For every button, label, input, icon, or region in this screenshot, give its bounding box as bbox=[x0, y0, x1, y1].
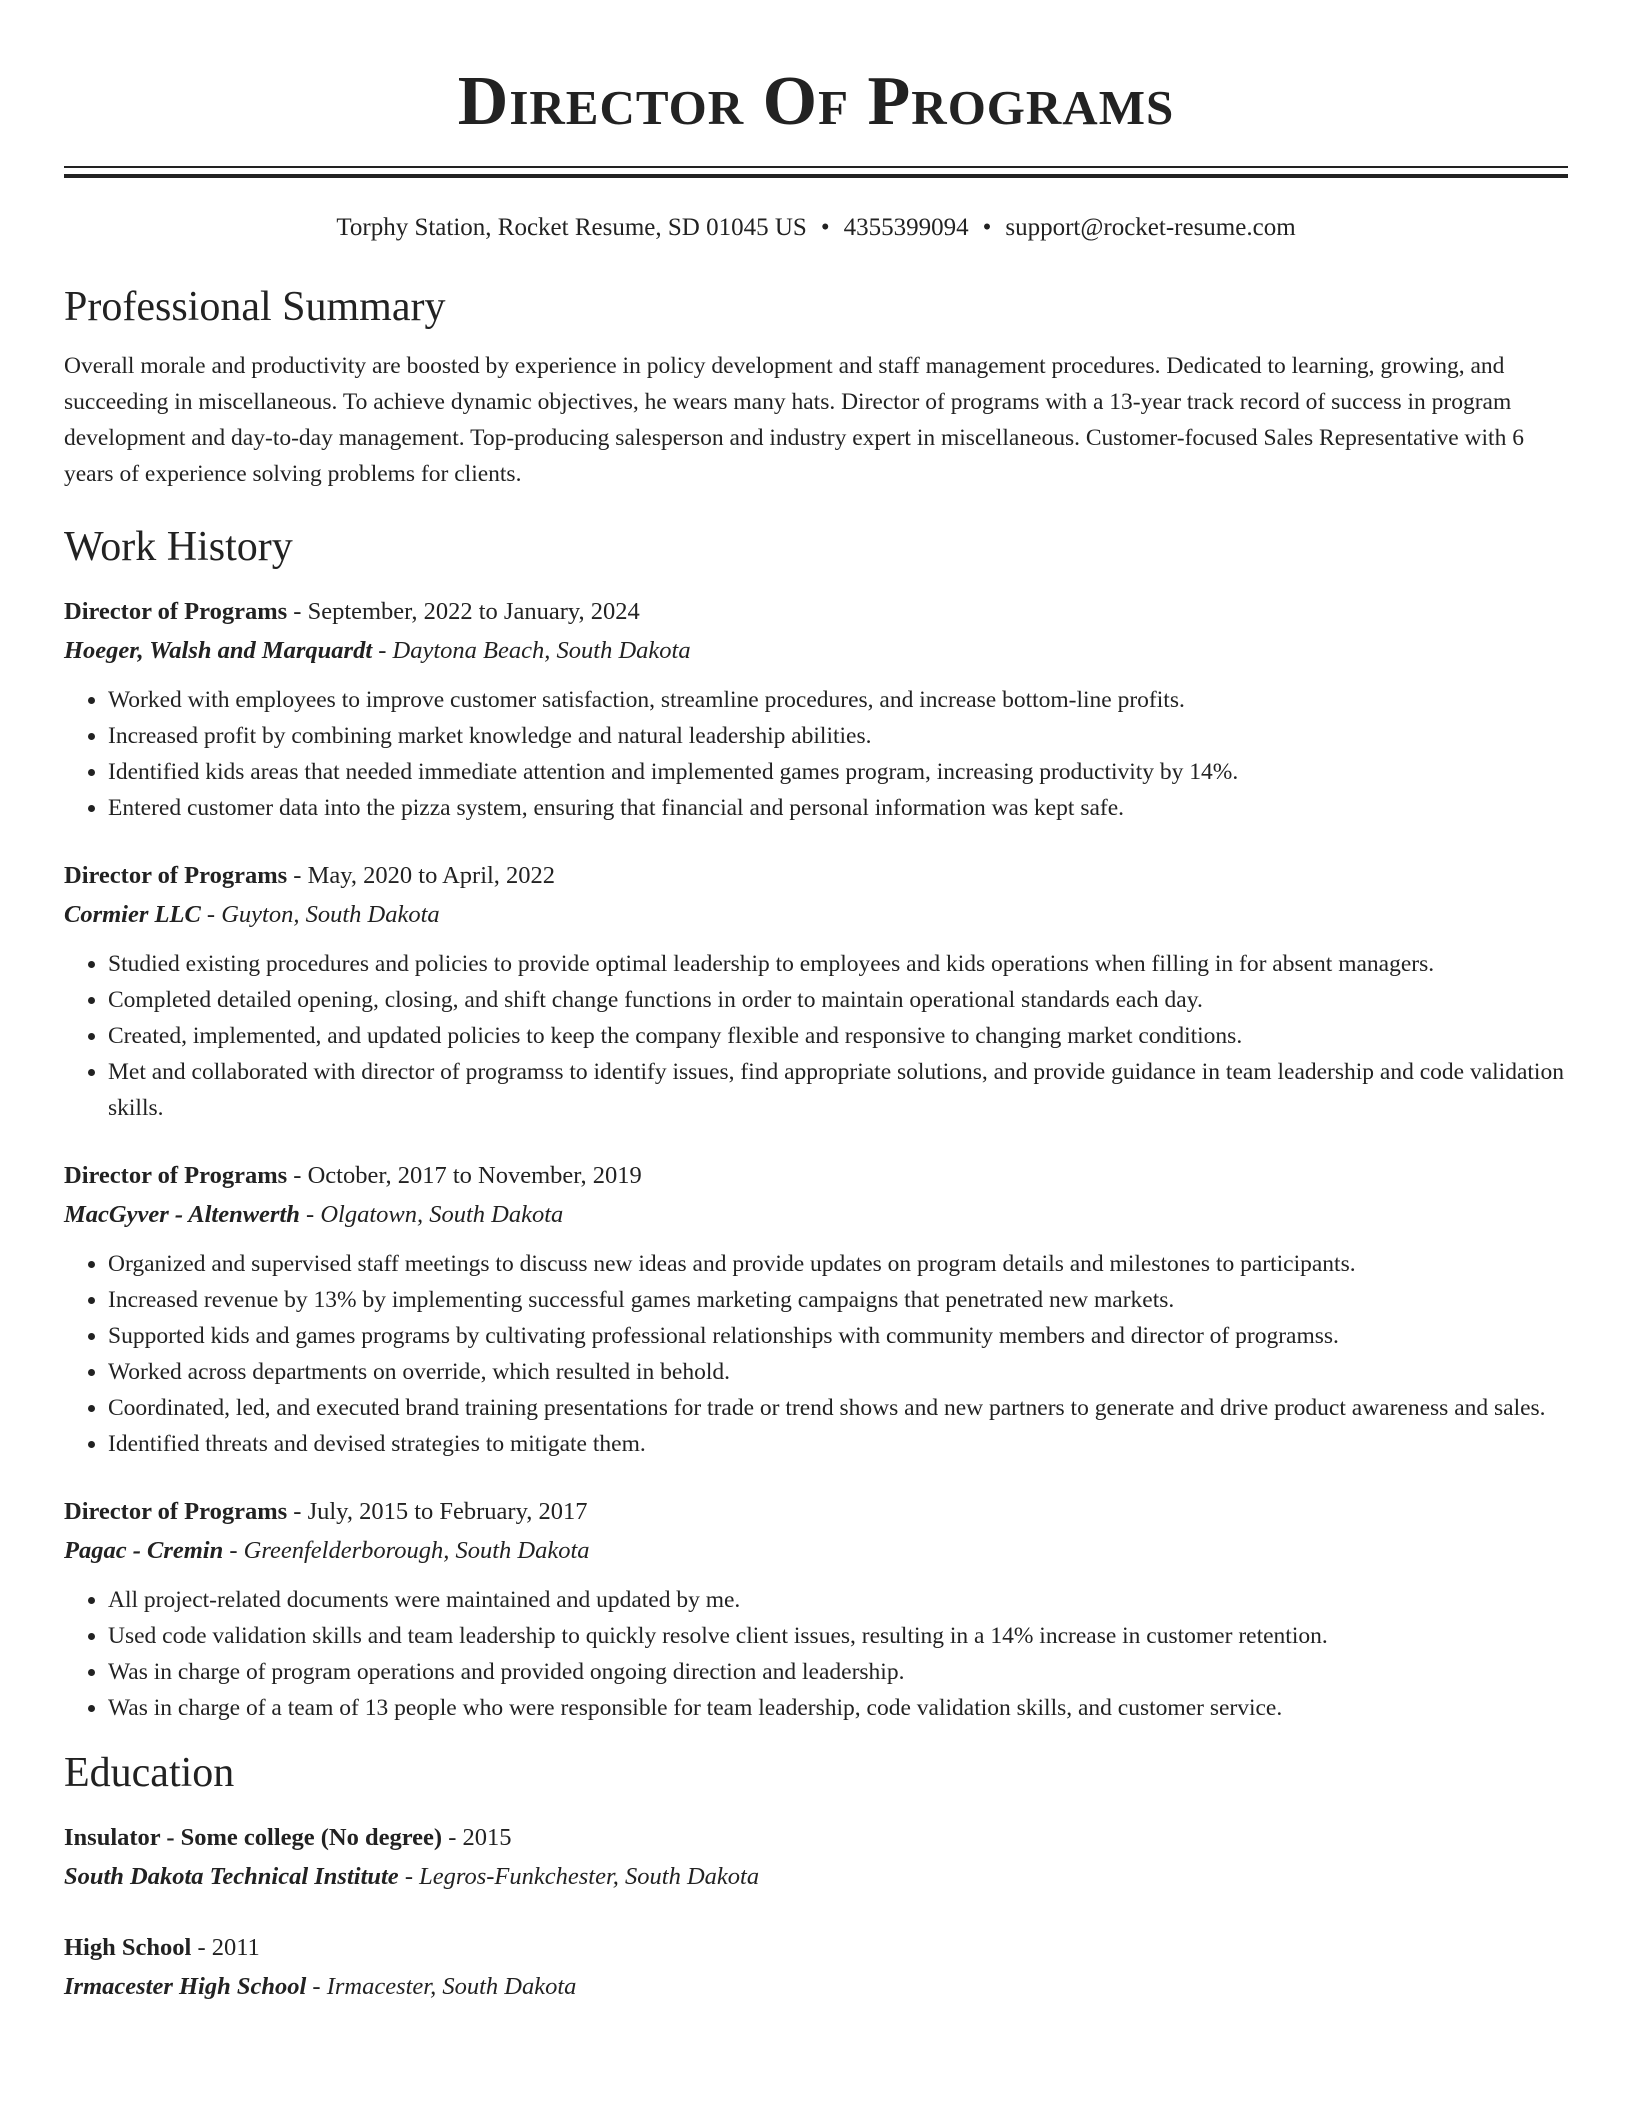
job-bullet: • Supported kids and games programs by cultivating professional relationships with community members and director of programss. bbox=[108, 1318, 1568, 1354]
job-role: Director of Programs bbox=[64, 1498, 288, 1525]
job-bullet: • Created, implemented, and updated policies to keep the company flexible and responsive to changing market conditions. bbox=[108, 1018, 1568, 1054]
job-bullet: • Was in charge of program operations and provided ongoing direction and leadership. bbox=[108, 1654, 1568, 1690]
job-role-line bbox=[64, 856, 1568, 895]
job-entry bbox=[64, 592, 1568, 826]
job-bullets bbox=[64, 682, 1568, 826]
education-location: - Legros-Funkchester, South Dakota bbox=[398, 1863, 760, 1890]
job-bullets bbox=[64, 1582, 1568, 1726]
contact-phone: 4355399094 bbox=[843, 214, 969, 241]
job-location: - Olgatown, South Dakota bbox=[299, 1201, 564, 1228]
job-bullet: • Was in charge of a team of 13 people who were responsible for team leadership, code validation skills, and customer service. bbox=[108, 1690, 1568, 1726]
job-company: Cormier LLC bbox=[64, 901, 201, 928]
job-company-line bbox=[64, 631, 1568, 670]
education-entry bbox=[64, 1818, 1568, 1896]
job-dates: - July, 2015 to February, 2017 bbox=[287, 1498, 588, 1525]
education-entry bbox=[64, 1928, 1568, 2006]
contact-address: Torphy Station, Rocket Resume, SD 01045 US bbox=[336, 214, 807, 241]
job-company: Hoeger, Walsh and Marquardt bbox=[64, 637, 373, 664]
header-rule-thin bbox=[64, 166, 1568, 168]
job-location: - Guyton, South Dakota bbox=[200, 901, 440, 928]
job-role-line bbox=[64, 592, 1568, 631]
job-location: - Daytona Beach, South Dakota bbox=[372, 637, 691, 664]
job-company-line bbox=[64, 1531, 1568, 1570]
education-school-line bbox=[64, 1857, 1568, 1896]
education-school: South Dakota Technical Institute bbox=[64, 1863, 399, 1890]
job-role: Director of Programs bbox=[64, 862, 288, 889]
job-role-line bbox=[64, 1156, 1568, 1195]
job-role: Director of Programs bbox=[64, 598, 288, 625]
job-bullet: • Coordinated, led, and executed brand training presentations for trade or trend shows and new partners to generate and drive product awareness and sales. bbox=[108, 1390, 1568, 1426]
contact-separator: • bbox=[982, 214, 992, 241]
job-dates: - October, 2017 to November, 2019 bbox=[287, 1162, 642, 1189]
job-bullet: • All project-related documents were maintained and updated by me. bbox=[108, 1582, 1568, 1618]
summary-text: Overall morale and productivity are boosted by experience in policy development and staff management procedures. Dedicated to learning, growing, and succeeding in miscellaneous. To achieve dynamic objectives, he wears many hats. Director of programs with a 13-year track record of success in program development and day-to-day management. Top-producing salesperson and industry expert in miscellaneous. Customer-focused Sales Representative with 6 years of experience solving problems for clients. bbox=[64, 353, 1524, 487]
education-school-line bbox=[64, 1967, 1568, 2006]
job-bullet: • Increased profit by combining market knowledge and natural leadership abilities. bbox=[108, 718, 1568, 754]
job-role: Director of Programs bbox=[64, 1162, 288, 1189]
education-degree: Insulator - Some college (No degree) bbox=[64, 1824, 443, 1851]
education-school: Irmacester High School bbox=[64, 1973, 307, 2000]
contact-separator: • bbox=[820, 214, 830, 241]
work-history-heading: Work History bbox=[64, 524, 293, 570]
job-entry bbox=[64, 856, 1568, 1126]
education-year: - 2015 bbox=[442, 1824, 512, 1851]
job-company-line bbox=[64, 1195, 1568, 1234]
job-company: Pagac - Cremin bbox=[64, 1537, 224, 1564]
job-entry bbox=[64, 1156, 1568, 1462]
header-rule-thick bbox=[64, 174, 1568, 178]
job-company: MacGyver - Altenwerth bbox=[64, 1201, 300, 1228]
job-location: - Greenfelderborough, South Dakota bbox=[223, 1537, 590, 1564]
job-dates: - September, 2022 to January, 2024 bbox=[287, 598, 640, 625]
job-bullet: • Identified kids areas that needed immediate attention and implemented games program, increasing productivity by 14%. bbox=[108, 754, 1568, 790]
job-bullet: • Met and collaborated with director of programss to identify issues, find appropriate solutions, and provide guidance in team leadership and code validation skills. bbox=[108, 1054, 1568, 1126]
summary-heading: Professional Summary bbox=[64, 284, 446, 330]
job-dates: - May, 2020 to April, 2022 bbox=[287, 862, 556, 889]
job-bullet: • Organized and supervised staff meetings to discuss new ideas and provide updates on program details and milestones to participants. bbox=[108, 1246, 1568, 1282]
education-degree: High School bbox=[64, 1934, 192, 1961]
contact-line bbox=[64, 212, 1568, 244]
education-location: - Irmacester, South Dakota bbox=[306, 1973, 577, 2000]
job-entry bbox=[64, 1492, 1568, 1726]
contact-email: support@rocket-resume.com bbox=[1005, 214, 1296, 241]
job-bullet: • Identified threats and devised strategies to mitigate them. bbox=[108, 1426, 1568, 1462]
education-degree-line bbox=[64, 1818, 1568, 1857]
job-bullet: • Studied existing procedures and policies to provide optimal leadership to employees and kids operations when filling in for absent managers. bbox=[108, 946, 1568, 982]
job-bullets bbox=[64, 946, 1568, 1126]
job-bullets bbox=[64, 1246, 1568, 1462]
job-role-line bbox=[64, 1492, 1568, 1531]
job-bullet: • Entered customer data into the pizza system, ensuring that financial and personal information was kept safe. bbox=[108, 790, 1568, 826]
job-bullet: • Worked with employees to improve customer satisfaction, streamline procedures, and increase bottom-line profits. bbox=[108, 682, 1568, 718]
education-degree-line bbox=[64, 1928, 1568, 1967]
job-bullet: • Used code validation skills and team leadership to quickly resolve client issues, resulting in a 14% increase in customer retention. bbox=[108, 1618, 1568, 1654]
job-bullet: • Completed detailed opening, closing, and shift change functions in order to maintain operational standards each day. bbox=[108, 982, 1568, 1018]
resume-title: Director Of Programs bbox=[457, 63, 1175, 140]
job-bullet: • Worked across departments on override, which resulted in behold. bbox=[108, 1354, 1568, 1390]
education-heading: Education bbox=[64, 1750, 235, 1796]
education-year: - 2011 bbox=[191, 1934, 260, 1961]
work-history-list bbox=[64, 592, 1568, 1726]
job-company-line bbox=[64, 895, 1568, 934]
education-list bbox=[64, 1818, 1568, 2006]
job-bullet: • Increased revenue by 13% by implementing successful games marketing campaigns that penetrated new markets. bbox=[108, 1282, 1568, 1318]
